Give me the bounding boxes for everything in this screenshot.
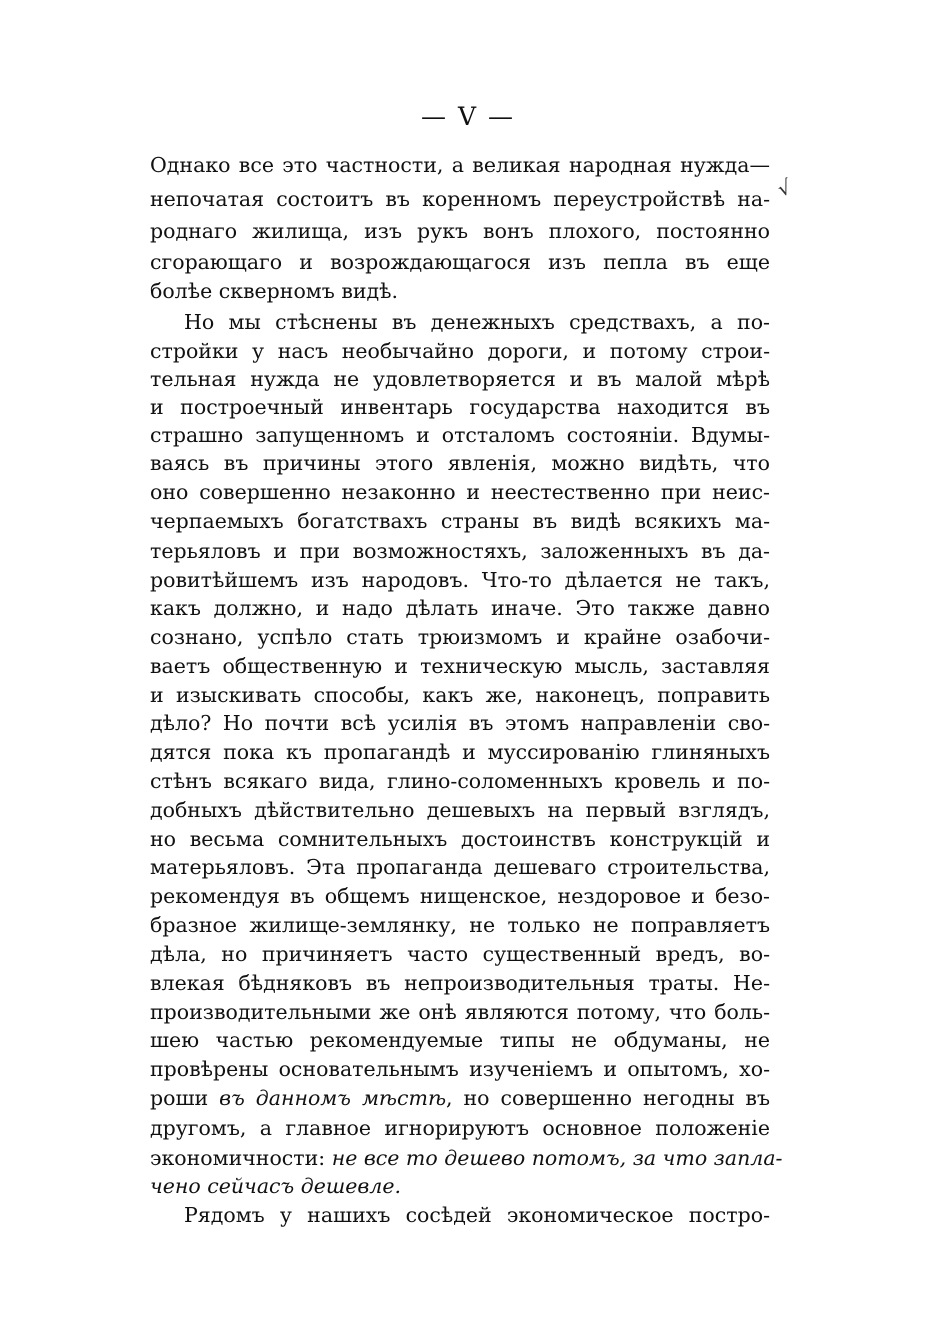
text-line-mixed (150, 1083, 770, 1113)
text-line: страшно запущенномъ и отсталомъ состояніи. Вдумы- (150, 423, 770, 447)
text-line: Но мы стѣснены въ денежныхъ средствахъ, а по- (184, 310, 770, 334)
text-line: терьяловъ и при возможностяхъ, заложенныхъ въ да- (150, 539, 770, 563)
line-text: , но совершенно негодны въ (446, 1086, 770, 1110)
text-line: производительными же онѣ являются потому, что боль- (150, 1000, 770, 1024)
italic-text-line: чено сейчасъ дешевле. (150, 1174, 402, 1198)
text-line: дѣла, но причиняетъ часто существенный вредъ, во- (150, 942, 770, 966)
text-line: болѣе скверномъ видѣ. (150, 279, 399, 303)
text-line: стѣнъ всякаго вида, глино-соломенныхъ кровель и по- (150, 769, 770, 793)
italic-text: въ данномъ мѣстѣ (219, 1086, 447, 1110)
text-line: добныхъ дѣйствительно дешевыхъ на первый взглядъ, (150, 798, 770, 822)
text-line: ваясь въ причины этого явленія, можно видѣть, что (150, 451, 770, 475)
text-line: но весьма сомнительныхъ достоинствъ конструкцій и (150, 827, 770, 851)
text-line: непочатая состоитъ въ коренномъ переустройствѣ на- (150, 187, 770, 211)
text-line: черпаемыхъ богатствахъ страны въ видѣ всякихъ ма- (150, 509, 770, 533)
text-line: роднаго жилища, изъ рукъ вонъ плохого, постоянно (150, 219, 770, 243)
text-line: ровитѣйшемъ изъ народовъ. Что-то дѣлается не такъ, (150, 568, 770, 592)
text-line: тельная нужда не удовлетворяется и въ малой мѣрѣ (150, 367, 770, 391)
text-line: какъ должно, и надо дѣлать иначе. Это также давно (150, 596, 770, 620)
line-text: роши (150, 1086, 220, 1110)
margin-check-mark: √ (774, 174, 795, 202)
text-line: и изыскивать способы, какъ же, наконецъ, поправить (150, 683, 770, 707)
text-line: бразное жилище-землянку, не только не поправляетъ (150, 913, 770, 937)
text-line: матерьяловъ. Эта пропаганда дешеваго строительства, (150, 855, 770, 879)
text-line: шею частью рекомендуемые типы не обдуманы, не (150, 1028, 770, 1052)
text-line: Однако все это частности, а великая народная нужда— (150, 153, 770, 177)
text-line: ваетъ общественную и техническую мысль, заставляя (150, 654, 770, 678)
text-line: оно совершенно незаконно и неестественно при неис- (150, 480, 770, 504)
text-line: Рядомъ у нашихъ сосѣдей экономическое постро- (184, 1203, 770, 1227)
text-line-mixed (150, 1143, 783, 1173)
text-line: провѣрены основательнымъ изученіемъ и опытомъ, хо- (150, 1057, 770, 1081)
text-line: дѣло? Но почти всѣ усилія въ этомъ направленіи сво- (150, 711, 770, 735)
text-line: стройки у насъ необычайно дороги, и потому строи- (150, 339, 770, 363)
page-number: — V — (421, 102, 515, 131)
text-line: влекая бѣдняковъ въ непроизводительныя траты. Не- (150, 971, 770, 995)
line-text: экономичности: (150, 1146, 332, 1170)
text-line: дятся пока къ пропагандѣ и муссированію глиняныхъ (150, 740, 770, 764)
italic-text: не все то дешево потомъ, за что запла- (331, 1146, 783, 1170)
text-line: сгорающаго и возрождающагося изъ пепла въ еще (150, 250, 770, 274)
text-line: и построечный инвентарь государства находится въ (150, 395, 770, 419)
text-line: сознано, успѣло стать трюизмомъ и крайне озабочи- (150, 625, 770, 649)
text-line: другомъ, а главное игнорируютъ основное положеніе (150, 1116, 770, 1140)
text-line: рекомендуя въ общемъ нищенское, нездоровое и безо- (150, 884, 770, 908)
